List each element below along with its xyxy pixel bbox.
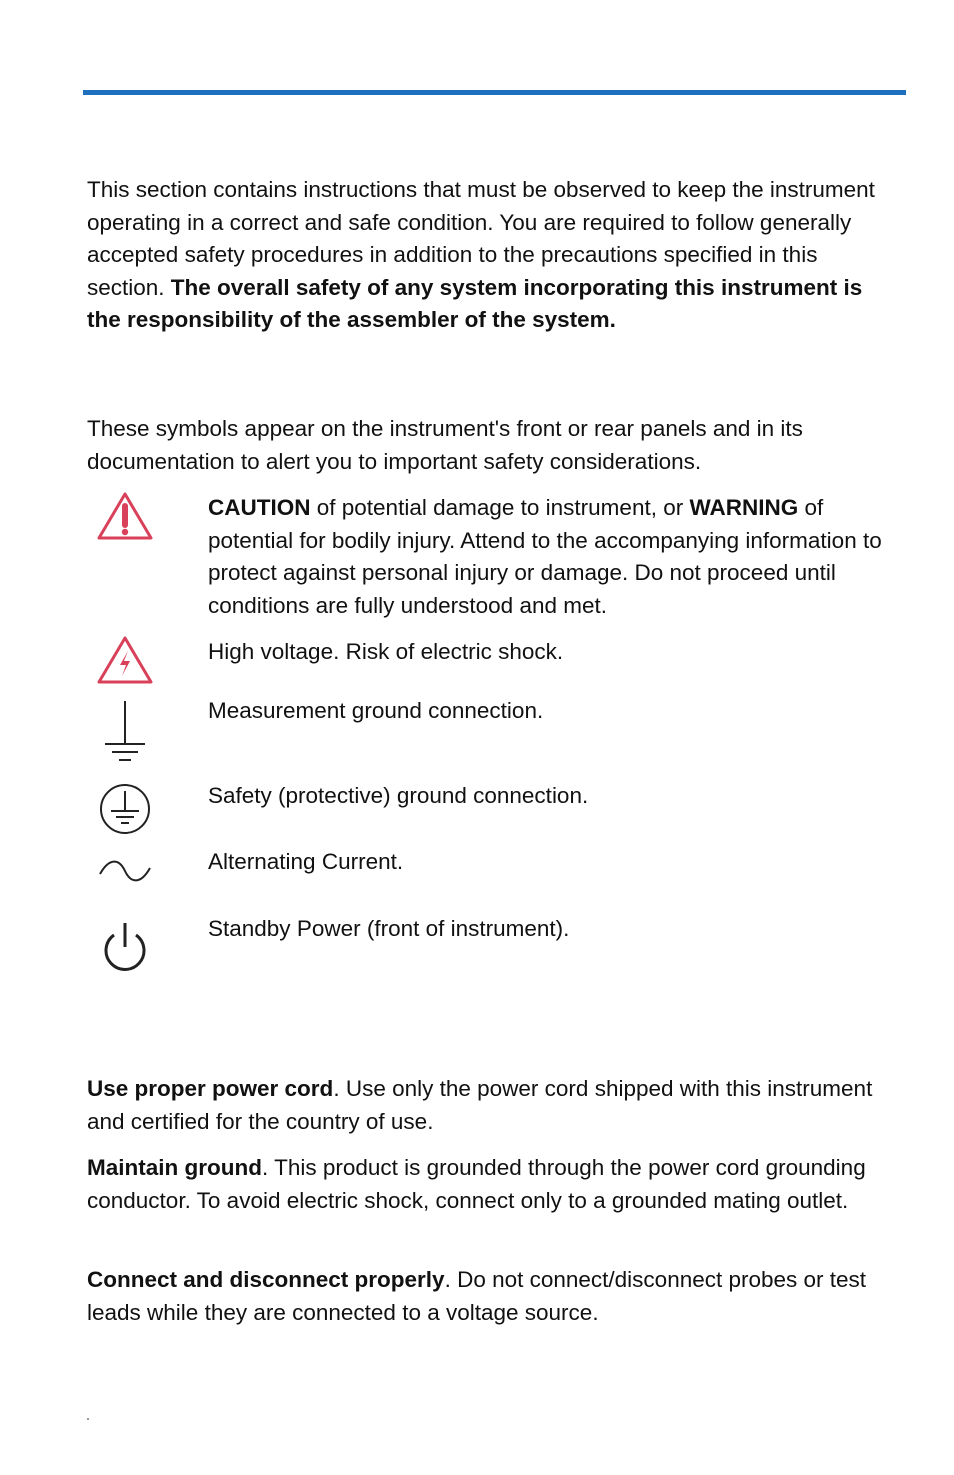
page-mark — [87, 1418, 89, 1420]
caution-triangle-icon — [95, 492, 155, 542]
standby-power-icon — [95, 921, 155, 973]
guideline-connect — [87, 1264, 897, 1329]
high-voltage-text: High voltage. Risk of electric shock. — [208, 639, 564, 664]
ground-icon — [95, 699, 155, 763]
caution-text-part2: of potential for bodily injury. Attend to the accompanying information to protect against personal injury or damage. Do not proceed until conditions are fully understood and met. — [208, 495, 882, 618]
caution-label: CAUTION — [208, 495, 311, 520]
guideline-power-cord — [87, 1073, 897, 1138]
guideline-power-cord-text: . Use only the power cord shipped with this instrument and certified for the country of use. — [87, 1076, 873, 1134]
caution-text-part1: of potential damage to instrument, or — [310, 495, 690, 520]
guideline-connect-text: . Do not connect/disconnect probes or test leads while they are connected to a voltage source. — [87, 1267, 867, 1325]
ac-text: Alternating Current. — [208, 849, 404, 874]
intro-paragraph — [87, 174, 897, 337]
protective-ground-text: Safety (protective) ground connection. — [208, 783, 589, 808]
ac-wave-icon — [95, 856, 155, 886]
symbols-intro-paragraph: These symbols appear on the instrument's front or rear panels and in its documentation to alert you to important safety considerations. — [87, 416, 803, 474]
guideline-ground-title: Maintain ground — [87, 1155, 262, 1180]
intro-bold-text: The overall safety of any system incorporating this instrument is the responsibility of the assembler of the system. — [87, 274, 863, 332]
protective-ground-icon — [95, 782, 155, 836]
header-rule — [83, 90, 906, 95]
warning-label: WARNING — [689, 495, 799, 520]
intro-text: This section contains instructions that must be observed to keep the instrument operating in a correct and safe condition. You are required to follow generally accepted safety procedures in addition to the precautions specified in this section. — [87, 177, 875, 300]
guideline-ground — [87, 1152, 897, 1217]
guideline-connect-title: Connect and disconnect properly — [87, 1267, 445, 1292]
guideline-ground-text: . This product is grounded through the power cord grounding conductor. To avoid electric shock, connect only to a grounded mating outlet. — [87, 1155, 866, 1213]
measurement-ground-text: Measurement ground connection. — [208, 698, 544, 723]
standby-text: Standby Power (front of instrument). — [208, 916, 570, 941]
guideline-power-cord-title: Use proper power cord — [87, 1076, 334, 1101]
caution-text — [208, 492, 888, 622]
high-voltage-icon — [95, 636, 155, 686]
